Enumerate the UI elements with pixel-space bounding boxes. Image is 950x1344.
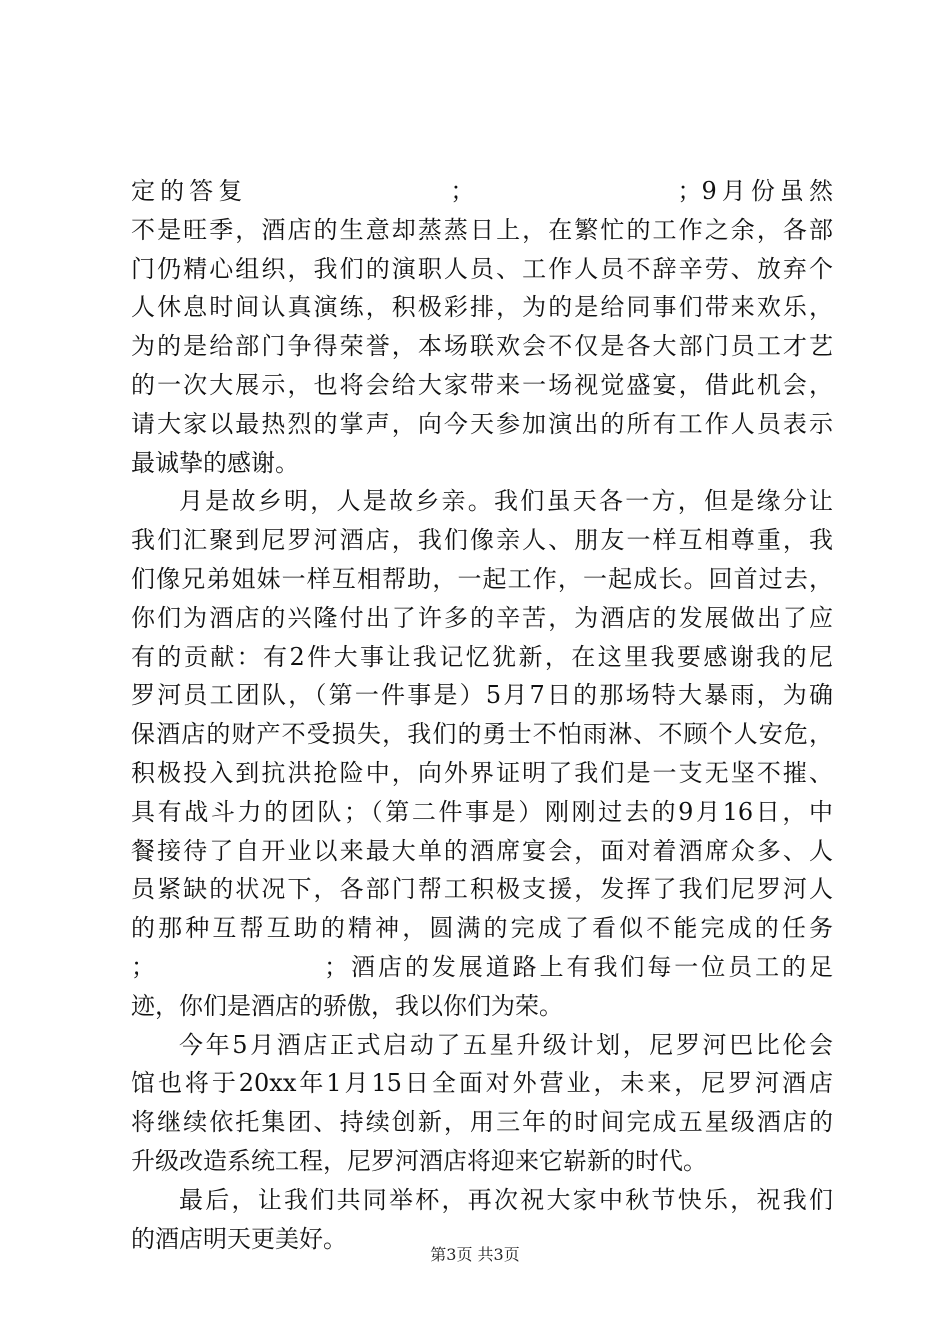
text-line: 最诚挚的感谢。 [131, 448, 299, 477]
text-line: 今年5月酒店正式启动了五星升级计划，尼罗河巴比伦会 [179, 1030, 833, 1059]
text-line: 定的答复 ； ；9月份虽然 [131, 177, 833, 205]
text-line: 的酒店明天更美好。 [131, 1224, 347, 1253]
text-line: 最后，让我们共同举杯，再次祝大家中秋节快乐，祝我们 [179, 1185, 833, 1214]
text-line: 们像兄弟姐妹一样互相帮助，一起工作，一起成长。回首过去， [131, 564, 833, 593]
text-line: 请大家以最热烈的掌声，向今天参加演出的所有工作人员表示 [131, 409, 833, 438]
page-footer: 第3页 共3页 [430, 1245, 520, 1264]
text-line: 有的贡献：有2件大事让我记忆犹新，在这里我要感谢我的尼 [131, 642, 833, 671]
text-line: 馆也将于20xx年1月15日全面对外营业，未来，尼罗河酒店 [131, 1069, 833, 1098]
text-line: 门仍精心组织，我们的演职人员、工作人员不辞辛劳、放弃个 [131, 254, 833, 283]
text-line: 迹，你们是酒店的骄傲，我以你们为荣。 [131, 991, 563, 1020]
text-line: 你们为酒店的兴隆付出了许多的辛苦，为酒店的发展做出了应 [131, 603, 833, 632]
text-line: 月是故乡明，人是故乡亲。我们虽天各一方，但是缘分让 [179, 487, 833, 516]
text-line: 升级改造系统工程，尼罗河酒店将迎来它崭新的时代。 [131, 1146, 707, 1175]
text-line: 将继续依托集团、持续创新，用三年的时间完成五星级酒店的 [131, 1108, 833, 1137]
text-line: 积极投入到抗洪抢险中，向外界证明了我们是一支无坚不摧、 [131, 758, 833, 787]
text-line: 餐接待了自开业以来最大单的酒席宴会，面对着酒席众多、人 [131, 836, 833, 865]
text-line: 的一次大展示，也将会给大家带来一场视觉盛宴，借此机会， [131, 370, 833, 399]
document-body [131, 172, 833, 1258]
text-line: 保酒店的财产不受损失，我们的勇士不怕雨淋、不顾个人安危， [131, 720, 833, 749]
text-line: 员紧缺的状况下，各部门帮工积极支援，发挥了我们尼罗河人 [131, 875, 833, 904]
text-line: 为的是给部门争得荣誉，本场联欢会不仅是各大部门员工才艺 [131, 332, 833, 361]
text-line: 罗河员工团队，（第一件事是）5月7日的那场特大暴雨，为确 [131, 681, 833, 710]
text-line: 我们汇聚到尼罗河酒店，我们像亲人、朋友一样互相尊重，我 [131, 526, 833, 555]
text-line: 人休息时间认真演练，积极彩排，为的是给同事们带来欢乐， [131, 293, 833, 322]
text-line: 具有战斗力的团队；（第二件事是）刚刚过去的9月16日，中 [131, 797, 833, 826]
text-line: ； ；酒店的发展道路上有我们每一位员工的足 [131, 952, 833, 981]
text-line: 的那种互帮互助的精神，圆满的完成了看似不能完成的任务 [131, 914, 833, 943]
text-line: 不是旺季，酒店的生意却蒸蒸日上，在繁忙的工作之余，各部 [131, 215, 833, 244]
